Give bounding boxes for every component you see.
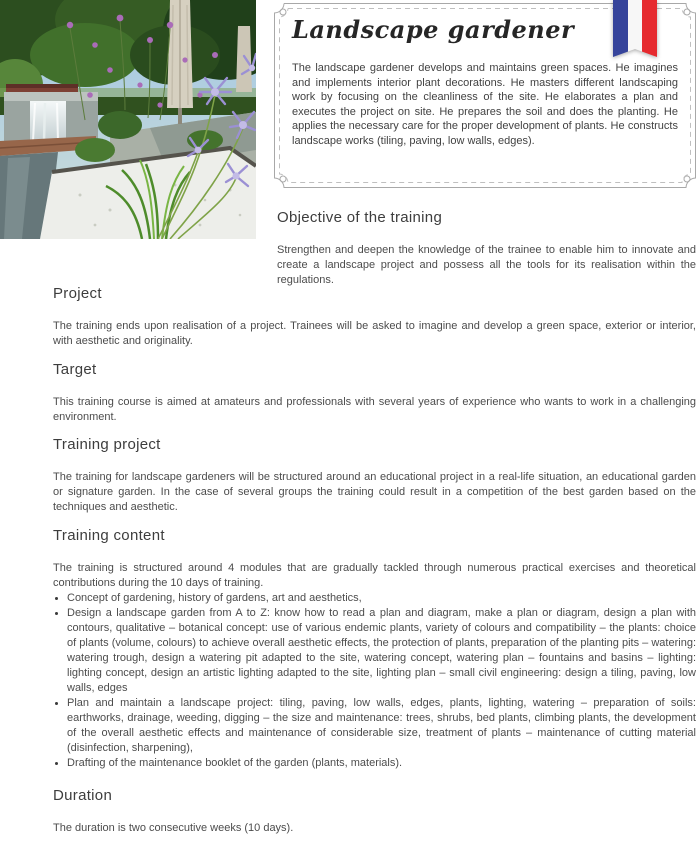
duration-heading: Duration xyxy=(53,787,113,804)
objective-body: Strengthen and deepen the knowledge of the trainee to enable him to innovate and create a landscape project and possess all the tools for its realisation within the regulations. xyxy=(277,244,696,286)
training-content-heading: Training content xyxy=(53,527,165,544)
section-objective xyxy=(277,209,696,288)
target-heading: Target xyxy=(53,361,97,378)
bullet-item: • Concept of gardening, history of gardens, art and aesthetics, xyxy=(67,591,696,606)
section-target xyxy=(53,361,696,425)
bullet-item: • Design a landscape garden from A to Z: know how to read a plan and diagram, make a plan or diagram, design a plan with contours, qualitative – botanical concept: use of various endemic plants, variety of colours and compatibility – the plants: choice of plants (volume, colours) to achieve overall aesthetic effects, the protection of plants, preparation of the planting pits – watering: watering trough, design a watering pit adapted to the site, watering concept, watering plan – fountains and basins – lighting: lighting concept, design an artistic lighting adapted to the site, lighting plan – small civil engineering: design a tiling, paving, low walls, edges xyxy=(67,606,696,696)
section-duration xyxy=(53,787,696,836)
training-content-list xyxy=(53,591,696,771)
bullet-item: • Drafting of the maintenance booklet of the garden (plants, materials). xyxy=(67,756,696,771)
profession-description: The landscape gardener develops and maintains green spaces. He imagines and implements interior plant decorations. He masters different landscaping work by focusing on the cleanliness of the site. He elaborates a plan and executes the project on site. He prepares the soil and does the planting. He applies the necessary care for the proper development of plants. He constructs landscape works (tiling, paving, low walls, edges). xyxy=(292,62,678,147)
garden-photo-illustration xyxy=(0,0,256,239)
profession-title: Landscape gardener xyxy=(292,15,575,44)
training-project-body: The training for landscape gardeners will be structured around an educational project in a real-life situation, an educational garden or signature garden. In the case of several groups the training could result in a competition of the best garden based on the techniques and aesthetic. xyxy=(53,471,696,513)
section-training-content xyxy=(53,527,696,771)
project-heading: Project xyxy=(53,285,102,302)
section-training-project xyxy=(53,436,696,515)
project-body: The training ends upon realisation of a project. Trainees will be asked to imagine and develop a green space, exterior or interior, with aesthetic and originality. xyxy=(53,320,696,347)
garden-photo xyxy=(0,0,256,239)
training-content-intro: The training is structured around 4 modules that are gradually tackled through numerous practical exercises and theoretical contributions during the 10 days of training. xyxy=(53,562,696,589)
french-flag-ribbon-icon xyxy=(613,0,657,60)
bullet-item: • Plan and maintain a landscape project: tiling, paving, low walls, edges, plants, lighting, watering – preparation of soils: earthworks, drainage, weeding, digging – the size and maintenance: trees, shrubs, bed plants, climbing plants, the development of the overall aesthetic effects and maintenance of considerable size, treatment of plants – maintenance of cutting material (disinfection, sharpening), xyxy=(67,696,696,756)
duration-body: The duration is two consecutive weeks (10 days). xyxy=(53,822,294,834)
target-body: This training course is aimed at amateurs and professionals with several years of experience who wants to work in a challenging environment. xyxy=(53,396,696,423)
objective-heading: Objective of the training xyxy=(277,209,443,226)
training-project-heading: Training project xyxy=(53,436,161,453)
section-project xyxy=(53,285,696,349)
